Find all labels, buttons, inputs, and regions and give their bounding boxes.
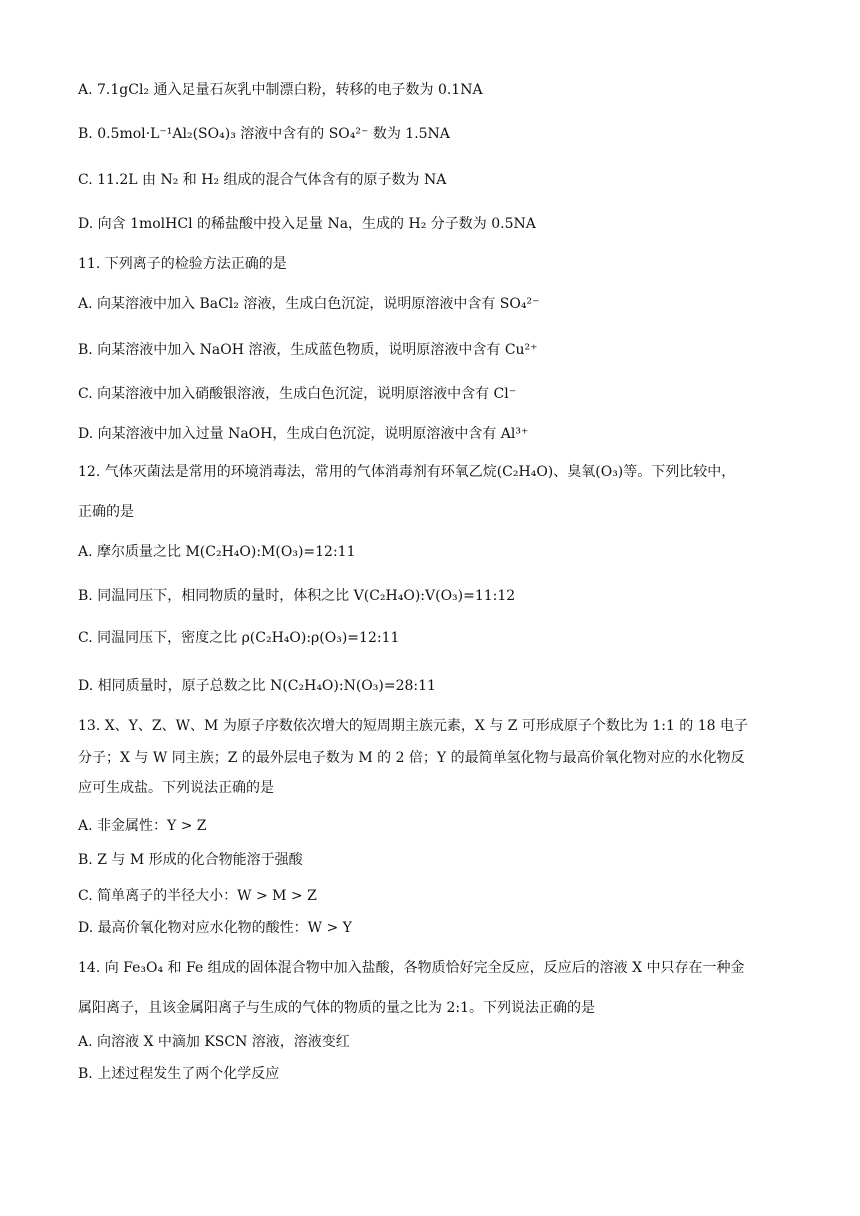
q10-option-d: D. 向含 1molHCl 的稀盐酸中投入足量 Na，生成的 H₂ 分子数为 0.5NA — [78, 216, 536, 232]
q13-stem-line-2: 分子；X 与 W 同主族；Z 的最外层电子数为 M 的 2 倍；Y 的最简单氢化物与最高价氧化物对应的水化物反 — [78, 750, 745, 766]
q12-option-b: B. 同温同压下，相同物质的量时，体积之比 V(C₂H₄O):V(O₃)=11:12 — [78, 588, 516, 604]
q14-stem-line-1: 14. 向 Fe₃O₄ 和 Fe 组成的固体混合物中加入盐酸，各物质恰好完全反应，反应后的溶液 X 中只存在一种金 — [78, 960, 745, 976]
q13-option-a: A. 非金属性：Y > Z — [78, 818, 207, 834]
q11-option-a: A. 向某溶液中加入 BaCl₂ 溶液，生成白色沉淀，说明原溶液中含有 SO₄²⁻ — [78, 296, 540, 312]
q13-option-d: D. 最高价氧化物对应水化物的酸性：W > Y — [78, 920, 352, 936]
q11-stem: 11. 下列离子的检验方法正确的是 — [78, 256, 287, 272]
q13-option-c: C. 简单离子的半径大小：W > M > Z — [78, 888, 317, 904]
q14-stem-line-2: 属阳离子，且该金属阳离子与生成的气体的物质的量之比为 2:1。下列说法正确的是 — [78, 1000, 595, 1016]
q12-option-c: C. 同温同压下，密度之比 ρ(C₂H₄O):ρ(O₃)=12:11 — [78, 630, 400, 646]
q12-option-d: D. 相同质量时，原子总数之比 N(C₂H₄O):N(O₃)=28:11 — [78, 678, 436, 694]
q12-stem-line-1: 12. 气体灭菌法是常用的环境消毒法，常用的气体消毒剂有环氧乙烷(C₂H₄O)、臭氧(O₃)等。下列比较中， — [78, 464, 736, 480]
q14-option-b: B. 上述过程发生了两个化学反应 — [78, 1066, 280, 1082]
q13-stem-line-3: 应可生成盐。下列说法正确的是 — [78, 780, 274, 796]
q12-stem-line-2: 正确的是 — [78, 504, 134, 520]
q14-option-a: A. 向溶液 X 中滴加 KSCN 溶液，溶液变红 — [78, 1034, 350, 1050]
q11-option-d: D. 向某溶液中加入过量 NaOH，生成白色沉淀，说明原溶液中含有 Al³⁺ — [78, 426, 529, 442]
q13-option-b: B. Z 与 M 形成的化合物能溶于强酸 — [78, 852, 303, 868]
q10-option-a: A. 7.1gCl₂ 通入足量石灰乳中制漂白粉，转移的电子数为 0.1NA — [78, 82, 483, 98]
q12-option-a: A. 摩尔质量之比 M(C₂H₄O):M(O₃)=12:11 — [78, 544, 356, 560]
q10-option-b: B. 0.5mol·L⁻¹Al₂(SO₄)₃ 溶液中含有的 SO₄²⁻ 数为 1.5NA — [78, 126, 450, 142]
q13-stem-line-1: 13. X、Y、Z、W、M 为原子序数依次增大的短周期主族元素，X 与 Z 可形成原子个数比为 1:1 的 18 电子 — [78, 718, 749, 734]
q10-option-c: C. 11.2L 由 N₂ 和 H₂ 组成的混合气体含有的原子数为 NA — [78, 172, 447, 188]
q11-option-c: C. 向某溶液中加入硝酸银溶液，生成白色沉淀，说明原溶液中含有 Cl⁻ — [78, 386, 517, 402]
q11-option-b: B. 向某溶液中加入 NaOH 溶液，生成蓝色物质，说明原溶液中含有 Cu²⁺ — [78, 342, 538, 358]
